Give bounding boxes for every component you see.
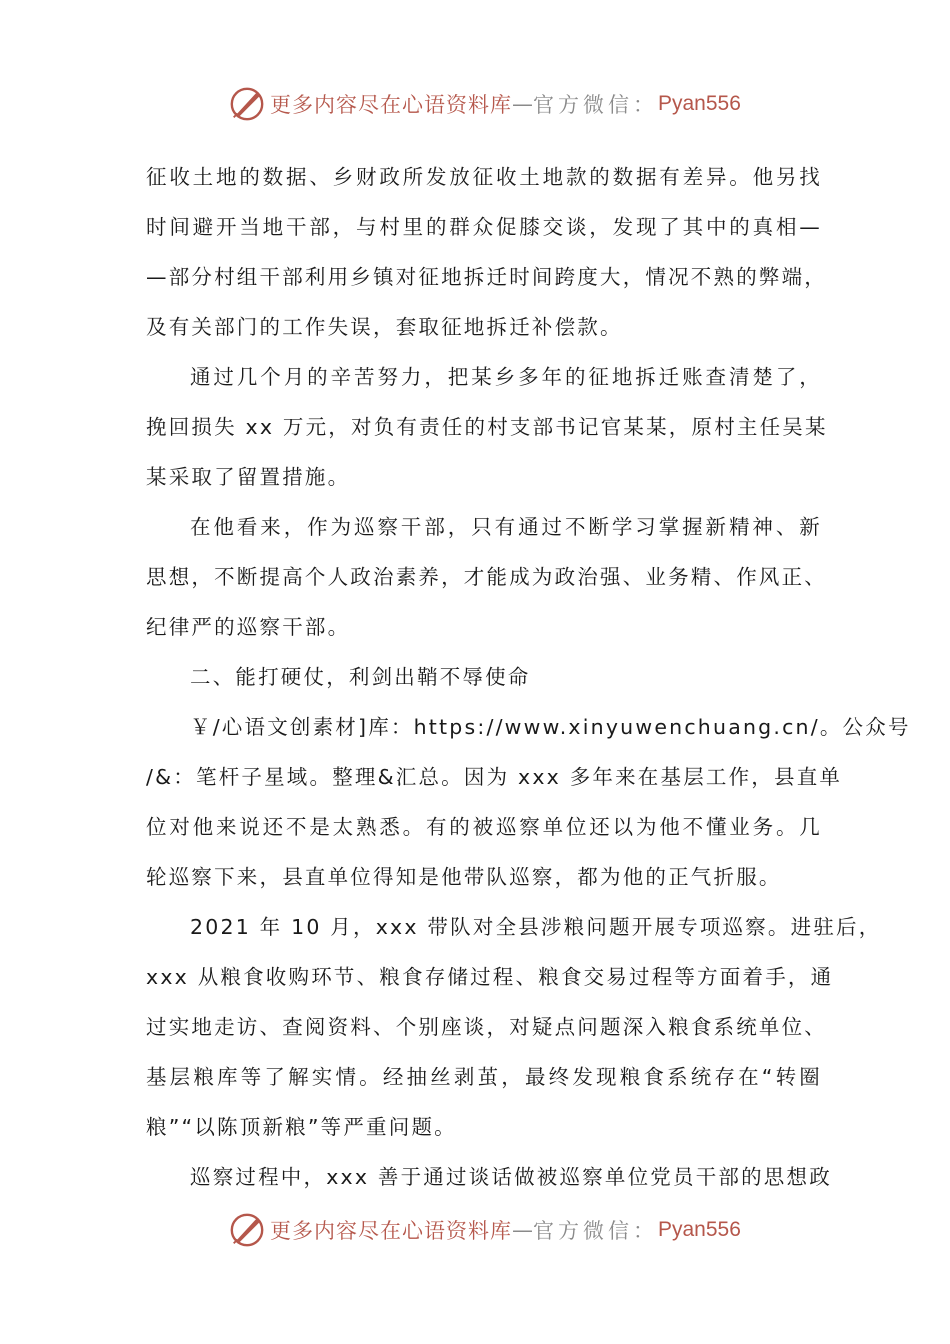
text-line: 在他看来，作为巡察干部，只有通过不断学习掌握新精神、新 <box>190 515 822 539</box>
text-line: 基层粮库等了解实情。经抽丝剥茧，最终发现粮食系统存在“转圈 <box>146 1065 822 1089</box>
section-heading: 二、能打硬仗，利剑出鞘不辱使命 <box>190 665 531 689</box>
text-line: 挽回损失 xx 万元，对负有责任的村支部书记官某某，原村主任吴某 <box>146 415 828 439</box>
text-line: 某采取了留置措施。 <box>146 465 351 489</box>
footer-banner <box>228 1208 741 1252</box>
quill-logo-icon <box>228 1211 266 1249</box>
text-line: 位对他来说还不是太熟悉。有的被巡察单位还以为他不懂业务。几 <box>146 815 822 839</box>
text-line: 思想，不断提高个人政治素养，才能成为政治强、业务精、作风正、 <box>146 565 827 589</box>
text-line: 时间避开当地干部，与村里的群众促膝交谈，发现了其中的真相— <box>146 215 822 239</box>
text-line: 纪律严的巡察干部。 <box>146 615 351 639</box>
text-line: —部分村组干部利用乡镇对征地拆迁时间跨度大，情况不熟的弊端， <box>146 265 827 289</box>
text-line: xxx 从粮食收购环节、粮食存储过程、粮食交易过程等方面着手，通 <box>146 965 834 989</box>
banner-text: 更多内容尽在心语资料库 <box>270 1219 512 1243</box>
text-line: 征收土地的数据、乡财政所发放征收土地款的数据有差异。他另找 <box>146 165 822 189</box>
wechat-id: Pyan556 <box>658 1218 741 1241</box>
header-banner <box>228 82 741 126</box>
text-line: 通过几个月的辛苦努力，把某乡多年的征地拆迁账查清楚了， <box>190 365 822 389</box>
wechat-label: 官方微信： <box>533 93 658 117</box>
text-line: 粮”“以陈顶新粮”等严重问题。 <box>146 1115 457 1139</box>
text-line: 轮巡察下来，县直单位得知是他带队巡察，都为他的正气折服。 <box>146 865 782 889</box>
banner-separator: — <box>512 1218 533 1242</box>
banner-text: 更多内容尽在心语资料库 <box>270 93 512 117</box>
wechat-id: Pyan556 <box>658 92 741 115</box>
text-line: /&：笔杆子星域。整理&汇总。因为 xxx 多年来在基层工作，县直单 <box>146 765 843 789</box>
text-line: 巡察过程中，xxx 善于通过谈话做被巡察单位党员干部的思想政 <box>190 1165 832 1189</box>
text-line: 过实地走访、查阅资料、个别座谈，对疑点问题深入粮食系统单位、 <box>146 1015 827 1039</box>
quill-logo-icon <box>228 85 266 123</box>
text-line: 2021 年 10 月，xxx 带队对全县涉粮问题开展专项巡察。进驻后， <box>190 915 882 939</box>
banner-separator: — <box>512 92 533 116</box>
text-line: ￥/心语文创素材]库：https://www.xinyuwenchuang.cn/。公众号 <box>190 715 911 739</box>
text-line: 及有关部门的工作失误，套取征地拆迁补偿款。 <box>146 315 623 339</box>
wechat-label: 官方微信： <box>533 1219 658 1243</box>
document-body <box>146 152 911 1202</box>
